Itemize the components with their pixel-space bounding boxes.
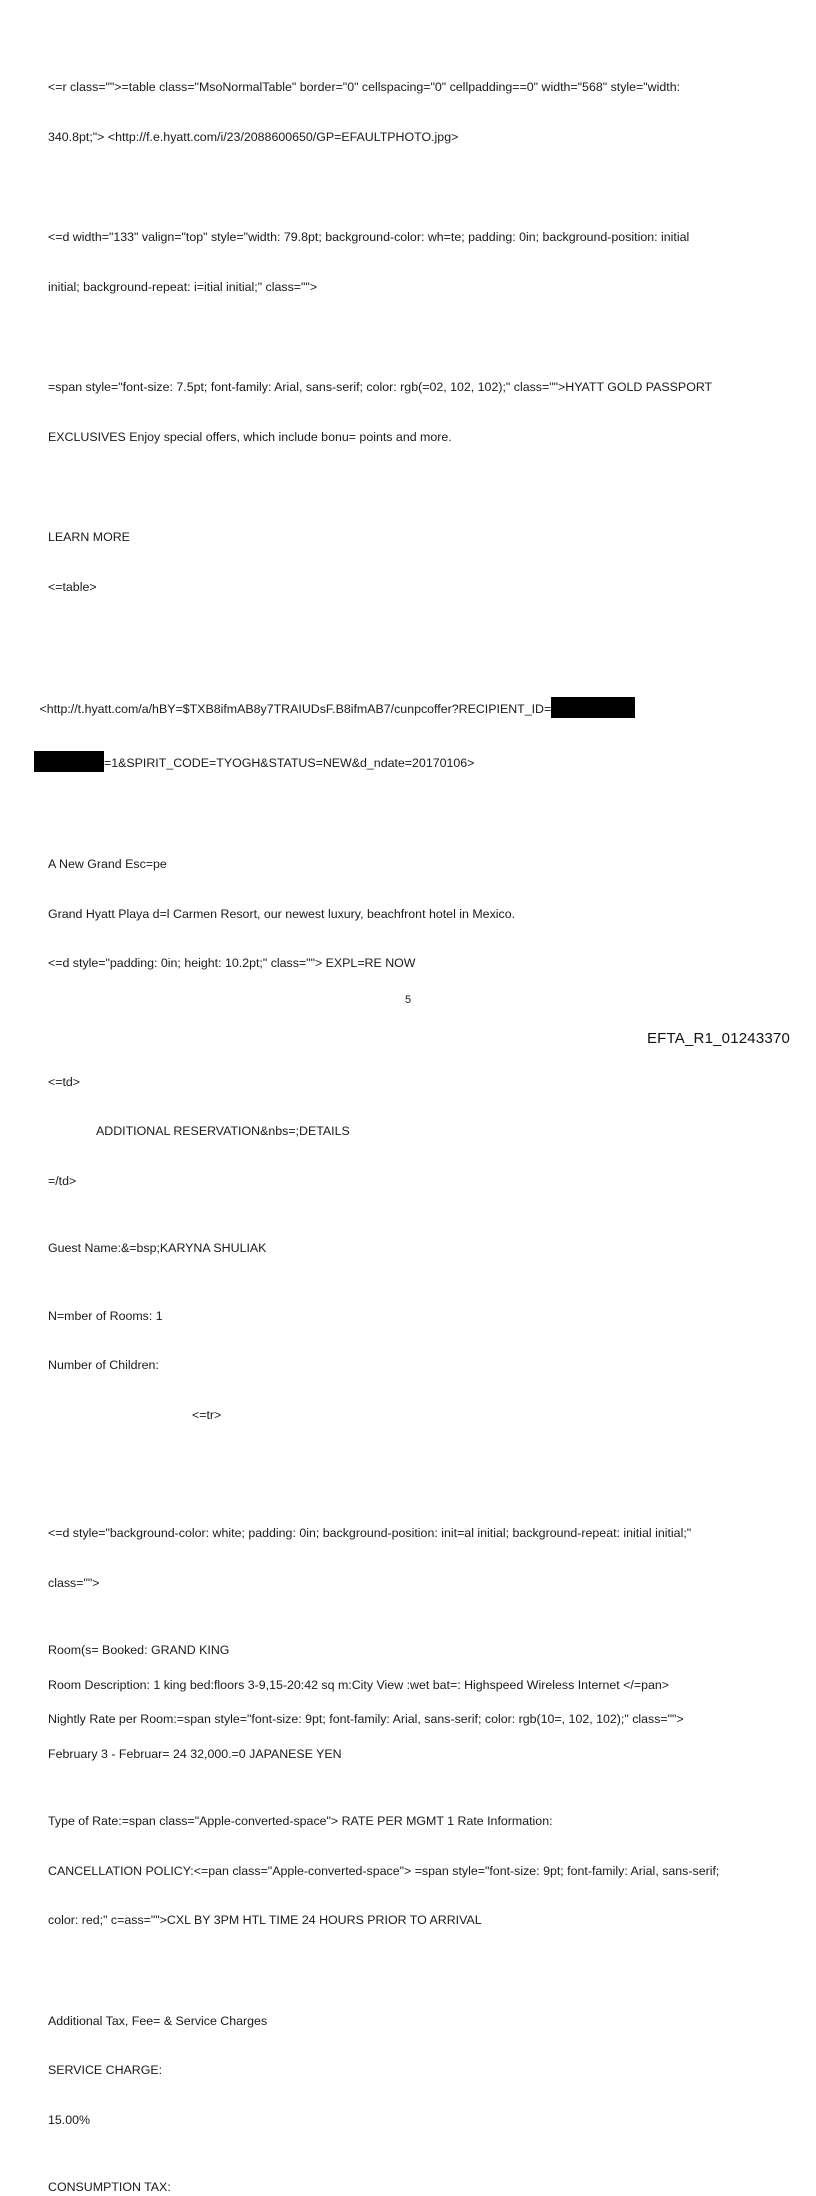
date-rate-line: February 3 - Februar= 24 32,000.=0 JAPANESE YEN xyxy=(48,1746,342,1761)
text-line: 15.00% xyxy=(48,2112,91,2127)
td-style-paragraph xyxy=(48,1492,778,1624)
guest-name-line: Guest Name:&=bsp;KARYNA SHULIAK xyxy=(48,1241,267,1255)
text-line: color: red;" c=ass="">CXL BY 3PM HTL TIME 24 HOURS PRIOR TO ARRIVAL xyxy=(48,1913,482,1927)
text-line: <=table> xyxy=(48,579,97,594)
text-line: <=d width="133" valign="top" style="width: 79.8pt; background-color: wh=te; padding: 0in; background-position: initial xyxy=(48,230,690,244)
nightly-rate-line: Nightly Rate per Room:=span style="font-size: 9pt; font-family: Arial, sans-serif; color: rgb(10=, 102, 102);" class=""> xyxy=(48,1712,684,1726)
rooms-booked-line: Room(s= Booked: GRAND KING xyxy=(48,1643,230,1657)
section-heading: ADDITIONAL RESERVATION&nbs=;DETAILS xyxy=(96,1124,350,1138)
consumption-tax-line: CONSUMPTION TAX: xyxy=(48,2180,171,2194)
gold-passport-paragraph xyxy=(48,346,778,478)
reservation-details-header xyxy=(48,1041,778,1223)
document-body xyxy=(36,46,778,2196)
text-line: <=r class="">=table class="MsoNormalTable" border="0" cellspacing="0" cellpadding==0" width="568" style="width: xyxy=(48,80,681,94)
text-line: =span style="font-size: 7.5pt; font-family: Arial, sans-serif; color: rgb(=02, 102, 102);" class="">HYATT GOLD PASSPORT xyxy=(48,380,713,394)
td-markup-paragraph xyxy=(48,196,778,328)
room-description-line: Room Description: 1 king bed:floors 3-9,15-20:42 sq m:City View :wet bat=: Highspeed Wireless Internet </=pan> xyxy=(48,1677,670,1692)
grand-escape-paragraph xyxy=(48,823,778,1005)
learn-more-paragraph xyxy=(48,496,778,628)
text-line: =/td> xyxy=(48,1173,77,1188)
text-line: Additional Tax, Fee= & Service Charges xyxy=(48,2013,268,2028)
text-line: <=tr> xyxy=(192,1407,222,1422)
text-line: EXCLUSIVES Enjoy special offers, which include bonu= points and more. xyxy=(48,429,452,444)
text-line: SERVICE CHARGE: xyxy=(48,2063,163,2077)
explore-now-link[interactable]: <=d style="padding: 0in; height: 10.2pt;" class=""> EXPL=RE NOW xyxy=(48,956,416,970)
text-line: N=mber of Rooms: 1 xyxy=(48,1308,163,1323)
room-count-paragraph xyxy=(48,1275,778,1457)
learn-more-link[interactable]: LEARN MORE xyxy=(48,530,130,544)
page-number: 5 xyxy=(404,994,412,1006)
text-line: Type of Rate:=span class="Apple-converted-space"> RATE PER MGMT 1 Rate Information: xyxy=(48,1814,553,1828)
tax-paragraph xyxy=(48,1980,778,2162)
text-line: 340.8pt;"> <http://f.e.hyatt.com/i/23/2088600650/GP=EFAULTPHOTO.jpg> xyxy=(48,129,459,144)
redaction-block xyxy=(34,751,104,772)
rate-policy-paragraph xyxy=(48,1780,778,1962)
tracking-url-part-2: =1&SPIRIT_CODE=TYOGH&STATUS=NEW&d_ndate=20170106> xyxy=(104,756,475,770)
text-line: initial; background-repeat: i=itial initial;" class=""> xyxy=(48,279,318,294)
text-line: A New Grand Esc=pe xyxy=(48,857,167,871)
text-line: Grand Hyatt Playa d=l Carmen Resort, our newest luxury, beachfront hotel in Mexico. xyxy=(48,906,516,921)
tracking-url-paragraph xyxy=(34,664,778,805)
text-line: <=td> xyxy=(48,1074,81,1089)
text-line: <=d style="background-color: white; padding: 0in; background-position: init=al initial; background-repeat: initial initial;" xyxy=(48,1526,692,1540)
text-line: class=""> xyxy=(48,1575,100,1590)
document-id: EFTA_R1_01243370 xyxy=(646,1030,790,1047)
tracking-url-part-1: <http://t.hyatt.com/a/hBY=$TXB8ifmAB8y7TRAIUDsF.B8ifmAB7/cunpcoffer?RECIPIENT_ID= xyxy=(36,702,552,716)
table-markup-paragraph xyxy=(48,46,778,178)
text-line: CANCELLATION POLICY:<=pan class="Apple-converted-space"> =span style="font-size: 9pt; font-family: Arial, sans-serif; xyxy=(48,1863,720,1878)
redaction-block xyxy=(551,697,635,718)
text-line: Number of Children: xyxy=(48,1358,159,1372)
